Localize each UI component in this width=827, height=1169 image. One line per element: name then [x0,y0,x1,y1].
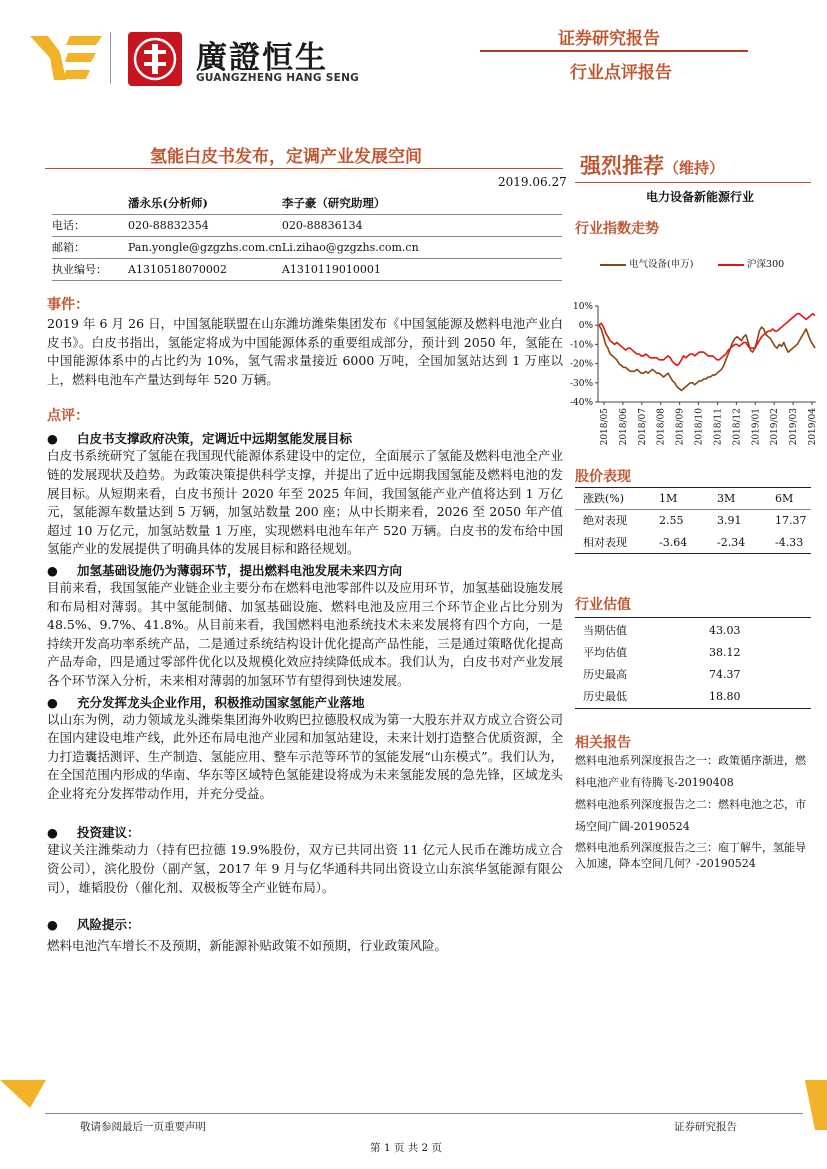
y-tick-label: -20% [569,359,593,370]
related-item-2[interactable]: 燃料电池系列深度报告之二：燃料电池之芯，市场空间广阔-20190524 [575,798,806,833]
x-tick-label: 2019/02 [770,408,781,446]
valuation-title: 行业估值 [575,597,631,613]
point-2-text: 目前来看，我国氢能产业链企业主要分布在燃料电池零部件以及应用环节，加氢基础设施发展和布局相对薄弱。其中氢能制储、加氢基础设施、燃料电池及应用三个环节企业占比分别为 48.5%、9.7%、41.8%。从目前来看，我国燃料电池系统技术未来发展将有四个方向，一是持续开发高功率系统产品，二是通过系统结构设计优化提高产品性能，三是通过策略优化提高产品寿命，四是通过零部件优化以及规模化效应持续降低成本。我们认为，白皮书对产业发展各个环节深入分析，未来相对薄弱的加氢环节有望得到快速发展。 [47,579,563,688]
footer-right: 证券研究报告 [674,1121,737,1133]
page-number: 第 1 页 共 2 页 [370,1142,443,1154]
point-4-title: 投资建议： [77,825,140,841]
related-title: 相关报告 [575,735,631,751]
rating-note: （维持） [664,159,725,177]
x-tick-label: 2018/10 [694,408,705,446]
header-rule [480,50,748,52]
point-1-text: 白皮书系统研究了氢能在我国现代能源体系建设中的定位，全面展示了氢能及燃料电池全产业链的发展现状及趋势。为政策决策提供科学支撑，并提出了近中远期我国氢能及燃料电池的发展目标。从短期来看，白皮书预计 2020 年至 2025 年间，我国氢能产业产值将达到 1 万亿元，氢能源车数量达到 5 万辆，加氢站数量 200 座；从中长期来看，2026 至 2050 年产值超过 10 万亿元，加氢站数量 1 万座，实现燃料电池车年产 520 万辆。白皮书的发布给中国氢能产业的发展提供了明确具体的发展目标和路径规划。 [47,448,563,557]
header-divider [110,32,111,84]
x-tick-label: 2018/09 [675,408,686,446]
point-5 [47,915,563,956]
table-row: 当期估值 43.03 [583,623,741,637]
seal-logo-icon [128,32,182,86]
bullet-icon: ● [47,917,58,933]
company-name-en: GUANGZHENG HANG SENG [196,72,360,84]
point-2 [47,561,563,691]
stock-perf-rule-mid [575,509,811,510]
related-item-1[interactable]: 燃料电池系列深度报告之一：政策循序渐进，燃料电池产业有待腾飞-20190408 [575,754,806,789]
legend-label-2: 沪深300 [747,259,785,270]
header [0,0,827,100]
point-3 [47,693,563,804]
x-tick-label: 2018/07 [637,408,648,446]
footer-disclaimer[interactable]: 敬请参阅最后一页重要声明 [80,1121,206,1133]
event-text: 2019 年 6 月 26 日，中国氢能联盟在山东潍坊潍柴集团发布《中国氢能源及燃料电池产业白皮书》。白皮书指出，氢能定将成为中国能源体系的重要组成部分，预计到 2050 年，氢能在中国能源体系中的占比约为 10%，氢气需求量接近 6000 万吨，全国加氢站达到 1 万座以上，燃料电池车产量达到每年 520 万辆。 [47,316,563,387]
point-1-title: 白皮书支撑政府决策，定调近中远期氢能发展目标 [77,431,353,447]
table-row: 绝对表现 2.55 3.91 17.37 [583,513,807,527]
author-1-license: A1310518070002 [128,262,227,276]
report-title: 氢能白皮书发布，定调产业发展空间 [150,147,422,167]
legend-label-1: 电气设备(申万) [629,259,694,270]
contact-block [52,192,562,280]
series-line-1 [599,325,815,390]
point-3-title: 充分发挥龙头企业作用，积极推动国家氢能产业落地 [77,694,365,710]
x-tick-label: 2018/08 [656,408,667,446]
rating-label: 强烈推荐 [580,154,664,178]
point-5-title: 风险提示： [77,917,140,933]
series-line-2 [599,314,815,366]
corner-triangle-icon [0,1080,46,1108]
report-type: 证券研究报告 [558,29,660,49]
x-tick-label: 2019/04 [808,408,818,446]
table-row: 历史最高 74.37 [583,667,741,681]
point-1 [47,429,563,559]
chart-title: 行业指数走势 [575,221,659,237]
x-tick-label: 2018/06 [618,408,629,446]
bullet-icon: ● [47,431,58,447]
author-1-email[interactable]: Pan.yongle@gzgzhs.com.cn [128,240,282,254]
author-1-phone: 020-88832354 [128,218,209,232]
bullet-icon: ● [47,825,58,841]
bullet-icon: ● [47,694,58,710]
x-tick-label: 2018/11 [713,408,724,446]
company-name-cn: 廣證恒生 [196,40,328,76]
phone-label: 电话： [52,219,85,232]
point-2-title: 加氢基础设施仍为薄弱环节，提出燃料电池发展未来四方向 [77,562,403,578]
rating-main [580,150,724,180]
license-label: 执业编号： [52,263,107,276]
table-row: 平均估值 38.12 [583,645,741,659]
rating-rule [575,182,811,183]
y-tick-label: 10% [572,302,593,312]
table-row: 历史最低 18.80 [583,689,741,703]
stock-perf-rule-bottom [575,553,811,554]
table-row: 涨跌(%) 1M 3M 6M [583,491,794,505]
stock-perf-title: 股价表现 [575,469,631,485]
x-tick-label: 2019/01 [751,408,762,446]
event-heading: 事件： [47,297,89,313]
industry-label: 电力设备新能源行业 [646,190,755,204]
bullet-icon: ● [47,562,58,578]
x-tick-label: 2018/12 [732,408,743,446]
valuation-rule-top [575,617,811,618]
related-list [575,750,811,872]
author-2-phone: 020-88836134 [281,218,363,232]
title-rule [45,168,563,169]
author-2-name: 李子豪（研究助理） [281,196,386,210]
valuation-rule-bottom [575,708,811,709]
report-subtype: 行业点评报告 [570,63,672,83]
comment-heading: 点评： [47,408,89,425]
ye-logo-icon [30,36,102,80]
related-item-3[interactable]: 燃料电池系列深度报告之三：庖丁解牛，氢能导入加速，降本空间几何？-20190524 [575,841,806,870]
email-label: 邮箱： [52,241,85,254]
y-tick-label: -10% [569,340,593,351]
y-tick-label: -30% [569,378,593,389]
valuation-table [575,619,811,707]
corner-bar-icon [805,1080,827,1130]
x-tick-label: 2018/05 [600,408,610,446]
stock-perf-table [575,487,811,553]
y-tick-label: -40% [569,398,593,408]
point-4 [47,823,563,897]
author-2-license: A1310119010001 [281,262,381,276]
x-tick-label: 2019/03 [789,408,800,446]
table-row: 相对表现 -3.64 -2.34 -4.33 [583,535,804,549]
point-5-text: 燃料电池汽车增长不及预期，新能源补贴政策不如预期，行业政策风险。 [47,938,448,954]
index-chart [560,250,820,460]
footer-rule [45,1113,803,1114]
index-chart-plot [560,250,820,460]
point-4-text: 建议关注潍柴动力（持有巴拉德 19.9%股份，双方已共同出资 11 亿元人民币在潍坊成立合资公司），滨化股份（副产氢，2017 年 9 月与亿华通科共同出资设立山东滨华氢能源有限公司），雄韬股份（催化剂、双极板等全产业链布局）。 [47,842,563,895]
y-tick-label: 0% [578,321,593,332]
point-3-text: 以山东为例，动力领域龙头潍柴集团海外收购巴拉德股权成为第一大股东并双方成立合资公司在国内建设电堆产线，此外还布局电池产业园和加氢站建设，未来计划打造整合优质资源，全力打造囊括测评、生产制造、氢能应用、整车示范等环节的氢能发展“山东模式”。我们认为，在全国范围内形成的华南、华东等区域特色氢能建设将成为未来氢能发展的急先锋，区域龙头企业将充分发挥带动作用，并充分受益。 [47,711,563,801]
author-1-name: 潘永乐(分析师) [128,196,208,210]
report-date: 2019.06.27 [498,175,567,189]
main-column [47,294,563,956]
author-2-email[interactable]: Li.zihao@gzgzhs.com.cn [281,240,419,254]
